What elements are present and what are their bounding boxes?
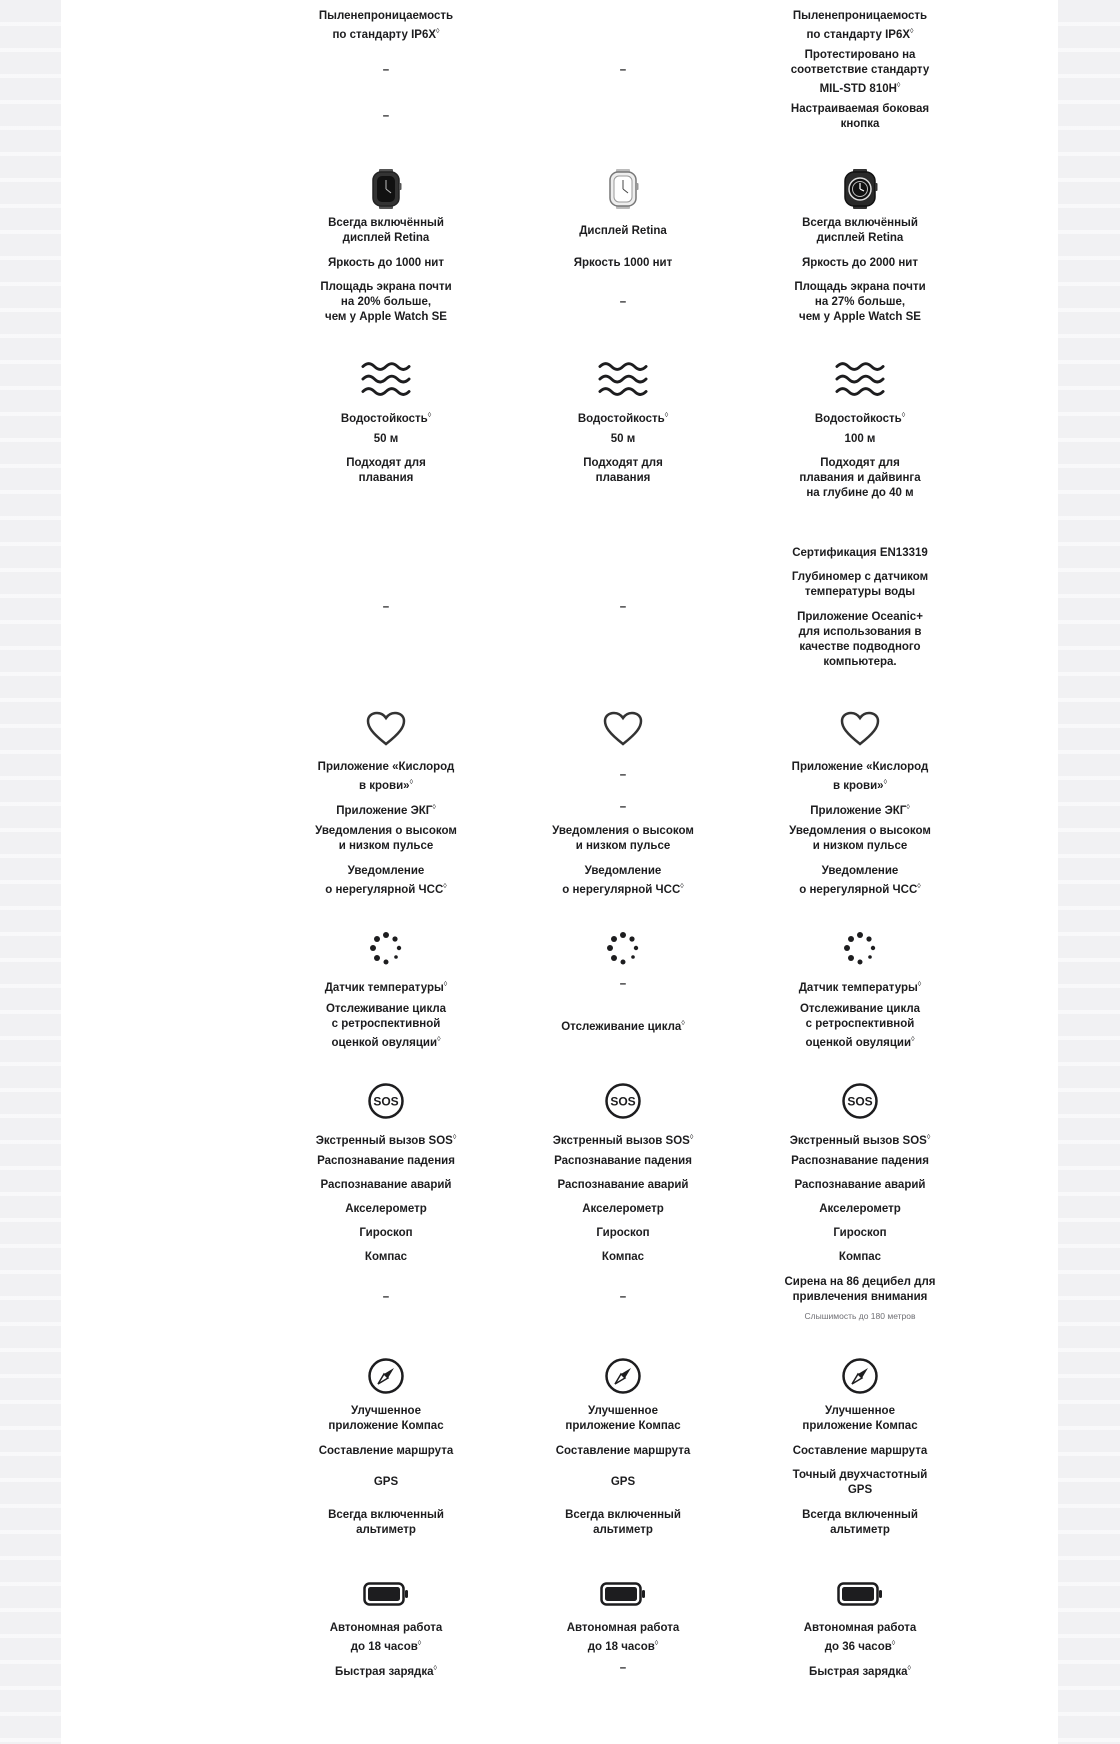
temperature-sensor-icon: [835, 927, 885, 971]
temperature-sensor-icon: [361, 927, 411, 971]
feature-heart-rate-notifications: Уведомления о высоком и низком пульсе: [315, 825, 457, 852]
compass-icon: [598, 1354, 648, 1398]
watch-series-icon: [361, 167, 411, 211]
feature-siren: –: [382, 1291, 390, 1303]
feature-cycle-tracking: Отслеживание цикла с ретроспективной оценкой овуляции◊: [325, 1003, 447, 1049]
feature-compass: Компас: [838, 1251, 882, 1263]
feature-crash-detection: Распознавание аварий: [794, 1179, 926, 1191]
feature-altimeter: Всегда включенный альтиметр: [565, 1509, 681, 1536]
feature-dustproof: Пыленепроницаемость по стандарту IP6X◊: [792, 10, 928, 41]
compass-icon: [835, 1354, 885, 1398]
feature-gps: Точный двухчастотный GPS: [792, 1469, 928, 1496]
feature-gps: GPS: [610, 1476, 636, 1488]
feature-brightness: Яркость 1000 нит: [573, 257, 673, 269]
feature-depth: 100 м: [844, 433, 876, 445]
feature-dive: –: [619, 601, 627, 613]
feature-milstd: –: [382, 64, 390, 76]
heart-icon: [835, 707, 885, 751]
feature-compass-app: Улучшенное приложение Компас: [565, 1405, 681, 1432]
battery-icon: [361, 1572, 411, 1616]
feature-ecg: Приложение ЭКГ◊: [336, 804, 436, 817]
feature-compass-app: Улучшенное приложение Компас: [328, 1405, 444, 1432]
feature-water-resistance: Водостойкость◊: [340, 412, 432, 425]
watch-se-icon: [598, 167, 648, 211]
feature-cycle-tracking: Отслеживание цикла с ретроспективной оценкой овуляции◊: [799, 1003, 921, 1049]
svg-text:SOS: SOS: [610, 1094, 636, 1109]
feature-ecg: –: [619, 801, 627, 813]
feature-blood-oxygen: –: [619, 769, 627, 781]
watch-ultra-icon: [835, 167, 885, 211]
feature-backtrack: Составление маршрута: [555, 1445, 691, 1457]
feature-accelerometer: Акселерометр: [582, 1203, 664, 1215]
feature-gps: GPS: [373, 1476, 399, 1488]
feature-dive: –: [382, 601, 390, 613]
feature-siren: Сирена на 86 децибел для привлечения внимания: [784, 1276, 936, 1303]
feature-crash-detection: Распознавание аварий: [557, 1179, 689, 1191]
feature-crash-detection: Распознавание аварий: [320, 1179, 452, 1191]
compass-icon: [361, 1354, 411, 1398]
sos-icon: [835, 1079, 885, 1123]
siren-note: Слышимость до 180 метров: [804, 1311, 916, 1321]
feature-brightness: Яркость до 2000 нит: [801, 257, 918, 269]
water-waves-icon: [361, 358, 411, 402]
temperature-sensor-icon: [598, 927, 648, 971]
feature-gyroscope: Гироскоп: [596, 1227, 650, 1239]
feature-battery-life: Автономная работа до 18 часов◊: [566, 1622, 680, 1653]
feature-temperature-sensor: –: [619, 978, 627, 990]
water-waves-icon: [835, 358, 885, 402]
feature-dustproof: Пыленепроницаемость по стандарту IP6X◊: [318, 10, 454, 41]
feature-display: Всегда включённый дисплей Retina: [328, 217, 444, 244]
svg-text:SOS: SOS: [373, 1094, 399, 1109]
sos-icon: [361, 1079, 411, 1123]
feature-milstd: Протестировано на соответствие стандарту MIL-STD 810H◊: [790, 49, 930, 95]
feature-accelerometer: Акселерометр: [819, 1203, 901, 1215]
battery-icon: [835, 1572, 885, 1616]
feature-swimming-diving: Подходят для плавания и дайвинга на глубине до 40 м: [799, 457, 921, 499]
feature-fall-detection: Распознавание падения: [554, 1155, 692, 1167]
feature-backtrack: Составление маршрута: [792, 1445, 928, 1457]
svg-text:SOS: SOS: [847, 1094, 873, 1109]
feature-backtrack: Составление маршрута: [318, 1445, 454, 1457]
feature-altimeter: Всегда включенный альтиметр: [802, 1509, 918, 1536]
feature-altimeter: Всегда включенный альтиметр: [328, 1509, 444, 1536]
feature-water-resistance: Водостойкость◊: [814, 412, 906, 425]
feature-heart-rate-notifications: Уведомления о высоком и низком пульсе: [789, 825, 931, 852]
feature-fast-charge: Быстрая зарядка◊: [335, 1665, 437, 1678]
feature-irregular-rhythm: Уведомление о нерегулярной ЧСС◊: [799, 865, 921, 896]
sos-icon: [598, 1079, 648, 1123]
feature-fall-detection: Распознавание падения: [317, 1155, 455, 1167]
feature-temperature-sensor: Датчик температуры◊: [324, 981, 448, 994]
feature-en13319: Сертификация EN13319: [792, 547, 928, 559]
feature-screen-area: Площадь экрана почти на 27% больше, чем у Apple Watch SE: [794, 281, 926, 323]
feature-heart-rate-notifications: Уведомления о высоком и низком пульсе: [552, 825, 694, 852]
feature-emergency-sos: Экстренный вызов SOS◊: [789, 1134, 931, 1147]
feature-blood-oxygen: Приложение «Кислород в крови»◊: [791, 761, 929, 792]
feature-fast-charge: Быстрая зарядка◊: [809, 1665, 911, 1678]
water-waves-icon: [598, 358, 648, 402]
feature-compass: Компас: [601, 1251, 645, 1263]
feature-water-resistance: Водостойкость◊: [577, 412, 669, 425]
feature-depth-gauge: Глубиномер с датчиком температуры воды: [791, 571, 929, 598]
heart-icon: [598, 707, 648, 751]
feature-emergency-sos: Экстренный вызов SOS◊: [315, 1134, 457, 1147]
battery-icon: [598, 1572, 648, 1616]
feature-compass: Компас: [364, 1251, 408, 1263]
feature-cycle-tracking: Отслеживание цикла◊: [561, 1020, 685, 1033]
feature-irregular-rhythm: Уведомление о нерегулярной ЧСС◊: [325, 865, 447, 896]
feature-fall-detection: Распознавание падения: [791, 1155, 929, 1167]
feature-blood-oxygen: Приложение «Кислород в крови»◊: [317, 761, 455, 792]
feature-gyroscope: Гироскоп: [359, 1227, 413, 1239]
heart-icon: [361, 707, 411, 751]
feature-dustproof: –: [619, 64, 627, 76]
feature-temperature-sensor: Датчик температуры◊: [798, 981, 922, 994]
feature-action-button: –: [382, 110, 390, 122]
feature-display: Всегда включённый дисплей Retina: [802, 217, 918, 244]
feature-fast-charge: –: [619, 1662, 627, 1674]
feature-compass-app: Улучшенное приложение Компас: [802, 1405, 918, 1432]
feature-swimming: Подходят для плавания: [583, 457, 663, 484]
feature-siren: –: [619, 1291, 627, 1303]
feature-irregular-rhythm: Уведомление о нерегулярной ЧСС◊: [562, 865, 684, 896]
feature-accelerometer: Акселерометр: [345, 1203, 427, 1215]
feature-action-button: Настраиваемая боковая кнопка: [790, 103, 930, 130]
feature-display: Дисплей Retina: [579, 225, 667, 237]
feature-swimming: Подходят для плавания: [346, 457, 426, 484]
feature-gyroscope: Гироскоп: [833, 1227, 887, 1239]
feature-screen-area: –: [619, 296, 627, 308]
feature-brightness: Яркость до 1000 нит: [327, 257, 444, 269]
feature-emergency-sos: Экстренный вызов SOS◊: [552, 1134, 694, 1147]
feature-battery-life: Автономная работа до 18 часов◊: [329, 1622, 443, 1653]
feature-screen-area: Площадь экрана почти на 20% больше, чем у Apple Watch SE: [320, 281, 452, 323]
feature-depth: 50 м: [373, 433, 399, 445]
feature-depth: 50 м: [610, 433, 636, 445]
feature-oceanic-app: Приложение Oceanic+ для использования в качестве подводного компьютера.: [797, 611, 923, 668]
feature-ecg: Приложение ЭКГ◊: [810, 804, 910, 817]
feature-battery-life: Автономная работа до 36 часов◊: [803, 1622, 917, 1653]
